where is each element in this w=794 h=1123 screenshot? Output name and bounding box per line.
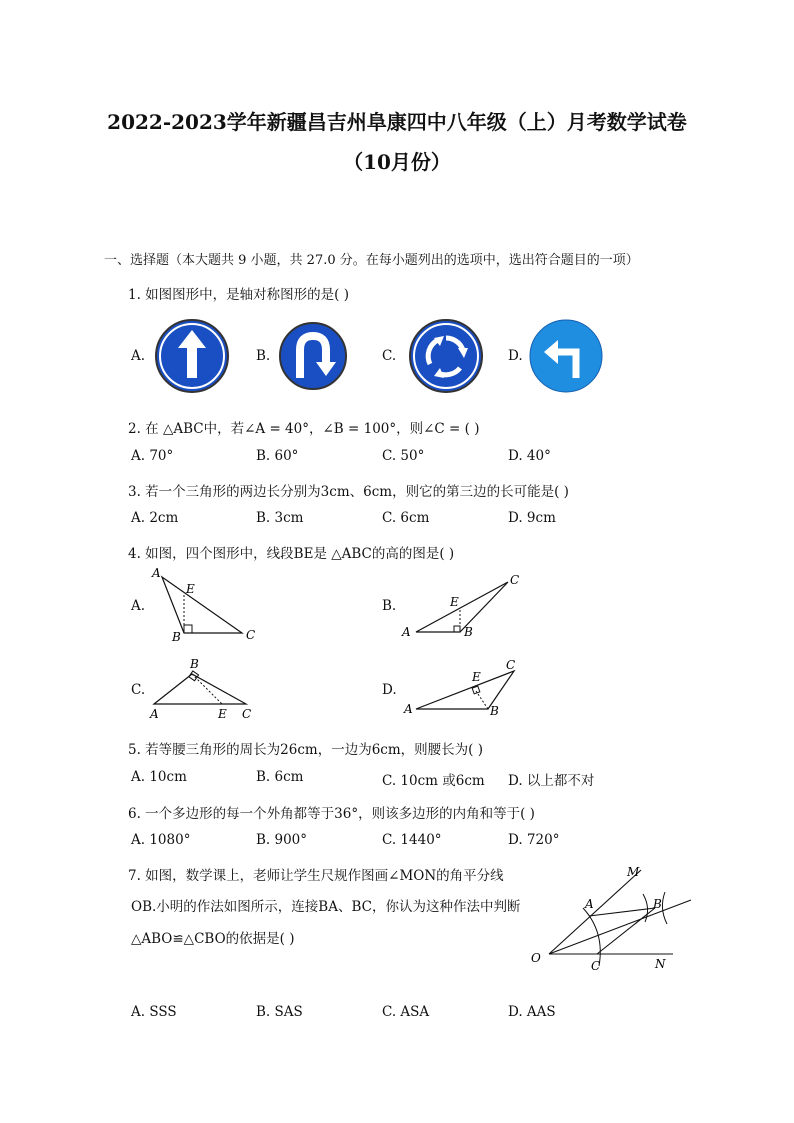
angle-bisector-figure — [525, 862, 695, 974]
option-label: C. — [382, 348, 397, 364]
vertex-label: A — [404, 702, 413, 716]
triangle-figure-d — [400, 655, 530, 723]
option-label: B. — [382, 598, 397, 614]
straight-arrow-sign-icon — [154, 318, 230, 394]
point-label: M — [627, 865, 640, 879]
vertex-label: C — [506, 658, 516, 672]
option-c: C. 6cm — [382, 510, 430, 526]
option-d: D. 40° — [508, 448, 551, 464]
option-d: D. 720° — [508, 832, 560, 848]
question-7-line-3: △ABO≌△CBO的依据是( ) — [131, 931, 295, 947]
question-6: 6. 一个多边形的每一个外角都等于36°，则该多边形的内角和等于( ) — [128, 806, 535, 822]
point-label: B — [653, 897, 662, 911]
page-subtitle: （10月份） — [343, 150, 451, 174]
point-label: A — [585, 897, 594, 911]
question-2: 2. 在 △ABC中，若∠A = 40°，∠B = 100°，则∠C = ( ) — [128, 421, 480, 437]
option-b: B. 900° — [256, 832, 308, 848]
option-a: A. 10cm — [131, 769, 187, 785]
option-a: A. 1080° — [131, 832, 191, 848]
vertex-label: A — [152, 566, 161, 580]
vertex-label: C — [242, 707, 252, 721]
option-label: D. — [382, 682, 397, 698]
vertex-label: B — [464, 625, 473, 639]
option-a: A. SSS — [131, 1004, 177, 1020]
point-label: N — [655, 957, 666, 971]
roundabout-sign-icon — [408, 318, 484, 394]
vertex-label: A — [150, 707, 159, 721]
option-label: B. — [256, 348, 271, 364]
option-c: C. ASA — [382, 1004, 430, 1020]
question-1: 1. 如图图形中，是轴对称图形的是( ) — [128, 287, 349, 303]
option-d: D. 以上都不对 — [508, 773, 595, 789]
option-b: B. SAS — [256, 1004, 303, 1020]
page-title: 2022-2023学年新疆昌吉州阜康四中八年级（上）月考数学试卷 — [107, 110, 687, 134]
triangle-figure-b — [400, 570, 530, 645]
question-3: 3. 若一个三角形的两边长分别为3cm、6cm，则它的第三边的长可能是( ) — [128, 484, 569, 500]
option-b: B. 3cm — [256, 510, 304, 526]
question-4: 4. 如图，四个图形中，线段BE是 △ABC的高的图是( ) — [128, 546, 455, 562]
option-d: D. AAS — [508, 1004, 556, 1020]
question-7-line-1: 7. 如图，数学课上，老师让学生尺规作图画∠MON的角平分线 — [128, 868, 504, 884]
option-c: C. 50° — [382, 448, 425, 464]
vertex-label: B — [172, 630, 181, 644]
option-c: C. 1440° — [382, 832, 442, 848]
vertex-label: A — [402, 625, 411, 639]
option-label: A. — [131, 598, 146, 614]
vertex-label: E — [450, 595, 459, 609]
question-5: 5. 若等腰三角形的周长为26cm，一边为6cm，则腰长为( ) — [128, 742, 483, 758]
option-b: B. 60° — [256, 448, 299, 464]
option-a: A. 2cm — [131, 510, 179, 526]
left-turn-sign-icon — [528, 318, 604, 394]
option-label: D. — [508, 348, 523, 364]
vertex-label: E — [218, 707, 227, 721]
question-7-line-2: OB.小明的作法如图所示，连接BA、BC，你认为这种作法中判断 — [131, 899, 521, 915]
option-a: A. 70° — [131, 448, 174, 464]
vertex-label: B — [190, 657, 199, 671]
option-label: C. — [131, 682, 146, 698]
vertex-label: E — [186, 582, 195, 596]
u-turn-sign-icon — [278, 320, 348, 392]
point-label: O — [531, 951, 541, 965]
option-label: A. — [131, 348, 146, 364]
vertex-label: B — [490, 704, 499, 718]
triangle-figure-a — [148, 565, 268, 645]
vertex-label: C — [246, 628, 256, 642]
option-d: D. 9cm — [508, 510, 556, 526]
vertex-label: E — [472, 670, 481, 684]
option-b: B. 6cm — [256, 769, 304, 785]
point-label: C — [591, 959, 601, 973]
triangle-figure-c — [146, 652, 266, 724]
option-c: C. 10cm 或6cm — [382, 773, 485, 789]
vertex-label: C — [510, 573, 520, 587]
section-heading: 一、选择题（本大题共 9 小题，共 27.0 分。在每小题列出的选项中，选出符合题目的一项） — [104, 253, 639, 268]
